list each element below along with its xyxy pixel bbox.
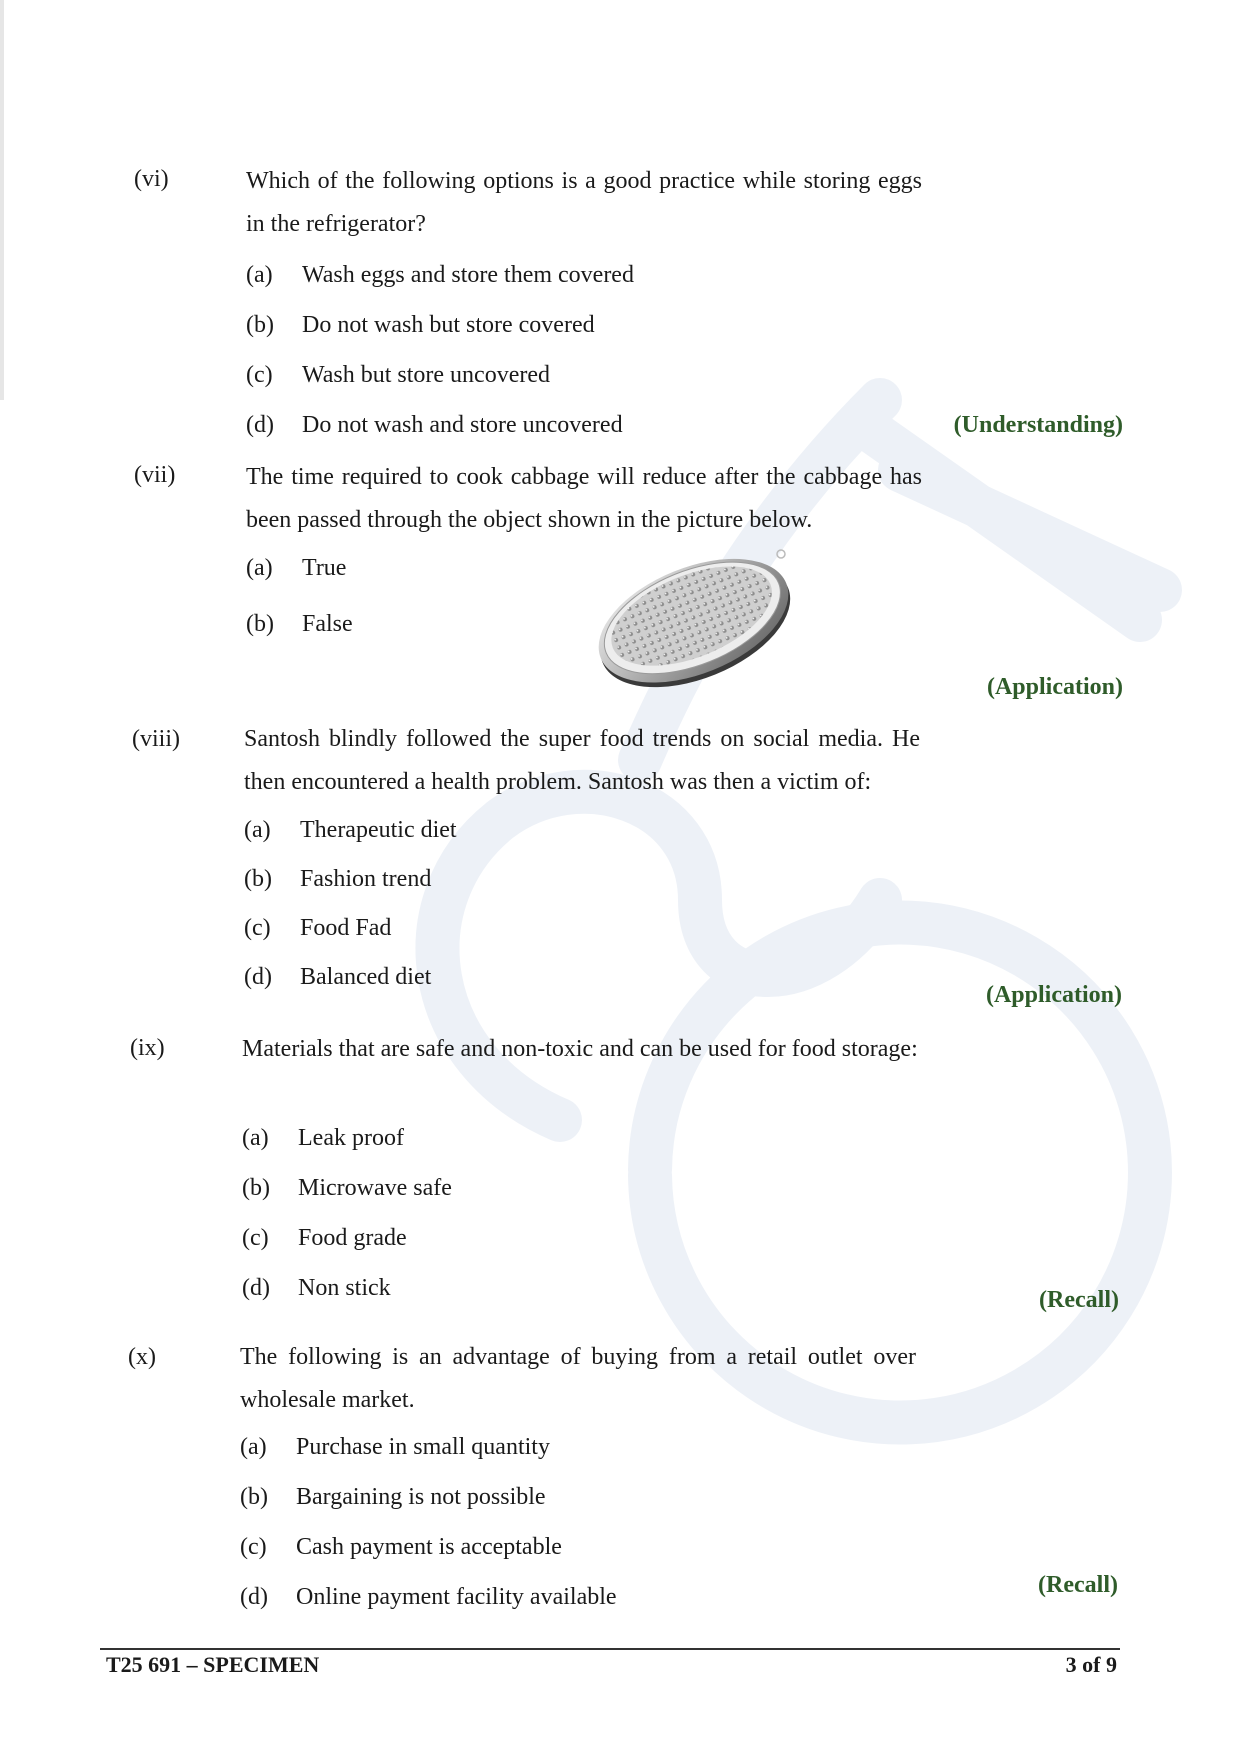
option-text: Wash but store uncovered [302, 362, 550, 388]
question-text: The time required to cook cabbage will reduce after the cabbage has been passed through the object shown in the picture below. [246, 464, 922, 533]
question-number: (vi) [134, 166, 169, 192]
footer-divider [100, 1648, 1120, 1650]
option-letter: (c) [240, 1534, 267, 1560]
option-letter: (b) [240, 1484, 268, 1510]
option-text: Food Fad [300, 915, 392, 941]
scan-edge [0, 0, 4, 400]
option-text: Cash payment is acceptable [296, 1534, 562, 1560]
option-letter: (a) [244, 817, 271, 843]
grater-icon [585, 542, 800, 692]
cognitive-level-tag: (Recall) [1038, 1572, 1118, 1598]
option-letter: (b) [244, 866, 272, 892]
option-text: False [302, 611, 353, 637]
option-letter: (a) [240, 1434, 267, 1460]
option-text: Microwave safe [298, 1175, 452, 1201]
option-letter: (d) [240, 1584, 268, 1610]
question-text: The following is an advantage of buying from a retail outlet over wholesale market. [240, 1344, 916, 1413]
option-text: Leak proof [298, 1125, 404, 1151]
option-letter: (d) [246, 412, 274, 438]
option-letter: (c) [246, 362, 273, 388]
option-text: Do not wash and store uncovered [302, 412, 623, 438]
option-text: Purchase in small quantity [296, 1434, 550, 1460]
option-text: Wash eggs and store them covered [302, 262, 634, 288]
option-letter: (b) [242, 1175, 270, 1201]
option-letter: (a) [246, 555, 273, 581]
cognitive-level-tag: (Application) [986, 674, 1123, 700]
question-text: Which of the following options is a good practice while storing eggs in the refrigerator? [246, 168, 922, 237]
option-letter: (a) [242, 1125, 269, 1151]
option-text: Bargaining is not possible [296, 1484, 546, 1510]
cognitive-level-tag: (Recall) [1039, 1287, 1119, 1313]
paper-code: T25 691 – SPECIMEN [106, 1652, 320, 1677]
option-text: Therapeutic diet [300, 817, 457, 843]
option-text: Fashion trend [300, 866, 432, 892]
option-letter: (c) [242, 1225, 269, 1251]
cognitive-level-tag: (Understanding) [953, 412, 1123, 438]
question-number: (vii) [134, 462, 176, 488]
option-text: Non stick [298, 1275, 391, 1301]
question-text: Santosh blindly followed the super food trends on social media. He then encountered a health problem. Santosh was then a victim of: [244, 726, 920, 795]
option-text: True [302, 555, 347, 581]
question-text: Materials that are safe and non-toxic and can be used for food storage: [242, 1036, 918, 1062]
question-number: (ix) [130, 1035, 165, 1061]
option-letter: (c) [244, 915, 271, 941]
option-letter: (d) [244, 964, 272, 990]
option-text: Do not wash but store covered [302, 312, 595, 338]
option-text: Balanced diet [300, 964, 432, 990]
cognitive-level-tag: (Application) [985, 982, 1122, 1008]
question-number: (viii) [132, 726, 180, 752]
page-number: 3 of 9 [1065, 1652, 1117, 1677]
option-letter: (b) [246, 312, 274, 338]
option-letter: (b) [246, 611, 274, 637]
option-text: Online payment facility available [296, 1584, 617, 1610]
option-letter: (d) [242, 1275, 270, 1301]
option-letter: (a) [246, 262, 273, 288]
option-text: Food grade [298, 1225, 407, 1251]
question-number: (x) [128, 1344, 156, 1370]
